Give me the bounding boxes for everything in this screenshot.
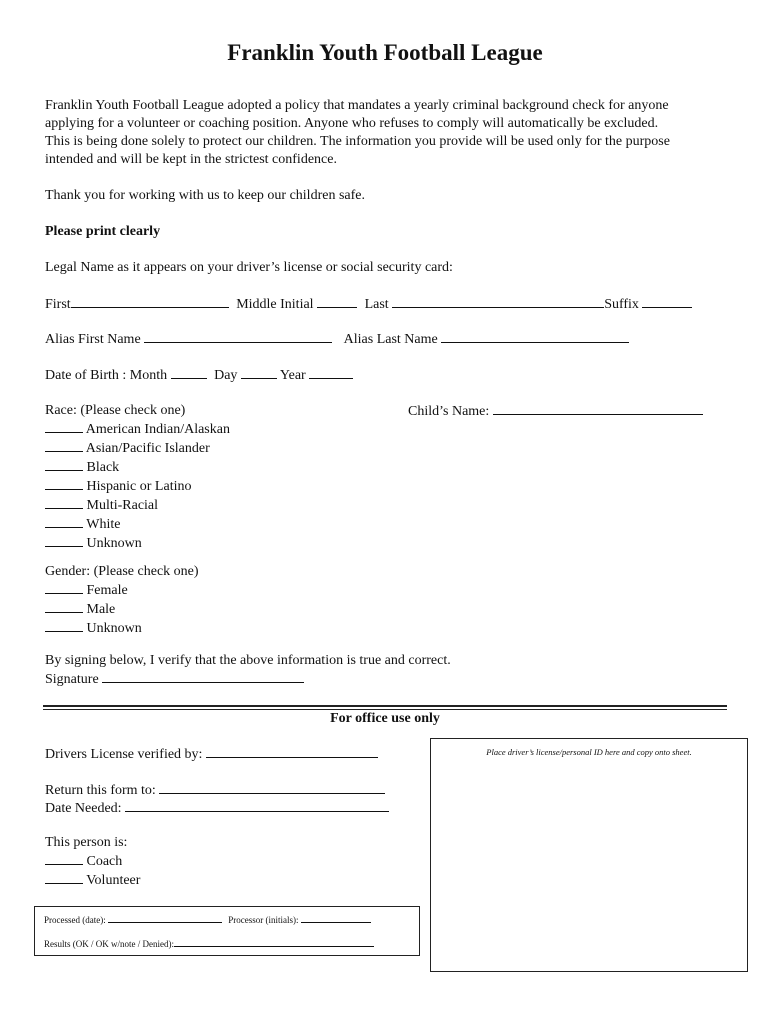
print-clearly-heading: Please print clearly	[45, 224, 161, 239]
processing-row	[44, 914, 371, 925]
dob-month-field[interactable]	[171, 366, 207, 379]
race-check-blank[interactable]	[45, 477, 83, 490]
processor-label: Processor (initials):	[228, 915, 299, 925]
license-verified-row	[45, 745, 378, 764]
intro-line: intended and will be kept in the strictest confidence.	[45, 152, 337, 167]
race-option-label: Hispanic or Latino	[86, 479, 192, 494]
return-to-row	[45, 781, 385, 800]
race-check-blank[interactable]	[45, 496, 83, 509]
name-row	[45, 295, 692, 314]
race-label: Race: (Please check one)	[45, 403, 186, 418]
signature-row	[45, 670, 304, 689]
race-option-label: White	[86, 517, 121, 532]
dob-row	[45, 366, 353, 385]
alias-row	[45, 330, 629, 349]
office-use-heading: For office use only	[330, 711, 440, 726]
race-option	[45, 534, 230, 553]
race-option-label: American Indian/Alaskan	[85, 422, 230, 437]
results-label: Results (OK / OK w/note / Denied):	[44, 939, 174, 949]
license-verified-field[interactable]	[206, 745, 378, 758]
role-option	[45, 852, 140, 871]
race-option	[45, 420, 230, 439]
child-name-field[interactable]	[493, 402, 703, 415]
person-is-label: This person is:	[45, 835, 128, 850]
gender-label: Gender: (Please check one)	[45, 564, 199, 579]
date-needed-label: Date Needed:	[45, 801, 122, 816]
gender-check-blank[interactable]	[45, 581, 83, 594]
race-check-blank[interactable]	[45, 458, 83, 471]
return-to-label: Return this form to:	[45, 783, 156, 798]
legal-name-prompt: Legal Name as it appears on your driver’s license or social security card:	[45, 260, 453, 275]
race-option	[45, 515, 230, 534]
processor-field[interactable]	[301, 914, 371, 923]
gender-option	[45, 619, 199, 638]
suffix-field[interactable]	[642, 295, 692, 308]
last-name-label: Last	[364, 297, 389, 312]
race-option-label: Multi-Racial	[86, 498, 159, 513]
processed-date-field[interactable]	[108, 914, 222, 923]
office-divider-thick	[43, 705, 727, 707]
gender-section	[45, 563, 199, 638]
role-option	[45, 871, 140, 890]
verify-text: By signing below, I verify that the above information is true and correct.	[45, 653, 451, 668]
race-option-label: Asian/Pacific Islander	[85, 441, 210, 456]
intro-paragraph	[45, 97, 735, 169]
id-copy-box	[430, 738, 748, 972]
role-option-label: Volunteer	[86, 873, 141, 888]
role-check-blank[interactable]	[45, 871, 83, 884]
race-section	[45, 402, 230, 553]
race-check-blank[interactable]	[45, 439, 83, 452]
dob-month-label: Date of Birth : Month	[45, 368, 168, 383]
person-is-section	[45, 834, 140, 890]
processed-date-label: Processed (date):	[44, 915, 106, 925]
dob-year-field[interactable]	[309, 366, 353, 379]
first-name-label: First	[45, 297, 71, 312]
role-option-label: Coach	[86, 854, 123, 869]
alias-last-label: Alias Last Name	[343, 332, 438, 347]
first-name-field[interactable]	[71, 295, 229, 308]
race-check-blank[interactable]	[45, 420, 83, 433]
middle-initial-label: Middle Initial	[236, 297, 314, 312]
thanks-text: Thank you for working with us to keep our children safe.	[45, 188, 365, 203]
suffix-label: Suffix	[604, 297, 639, 312]
race-check-blank[interactable]	[45, 515, 83, 528]
last-name-field[interactable]	[392, 295, 604, 308]
results-row	[44, 938, 374, 949]
race-option	[45, 496, 230, 515]
gender-option-label: Unknown	[86, 621, 142, 636]
gender-option	[45, 600, 199, 619]
license-verified-label: Drivers License verified by:	[45, 747, 203, 762]
child-name-label: Child’s Name:	[408, 404, 490, 419]
gender-option	[45, 581, 199, 600]
signature-label: Signature	[45, 672, 99, 687]
alias-first-field[interactable]	[144, 330, 332, 343]
dob-day-field[interactable]	[241, 366, 277, 379]
gender-check-blank[interactable]	[45, 600, 83, 613]
intro-line: applying for a volunteer or coaching position. Anyone who refuses to comply will automatically be excluded.	[45, 116, 659, 131]
dob-year-label: Year	[279, 368, 306, 383]
intro-line: This is being done solely to protect our children. The information you provide will be used only for the purpose	[45, 134, 670, 149]
child-name-row	[408, 402, 703, 421]
race-option-label: Unknown	[86, 536, 142, 551]
gender-option-label: Female	[86, 583, 128, 598]
race-option	[45, 439, 230, 458]
race-check-blank[interactable]	[45, 534, 83, 547]
intro-line: Franklin Youth Football League adopted a policy that mandates a yearly criminal background check for anyone	[45, 98, 669, 113]
page-title: Franklin Youth Football League	[227, 40, 543, 65]
alias-first-label: Alias First Name	[45, 332, 141, 347]
id-copy-instructions: Place driver’s license/personal ID here and copy onto sheet.	[486, 747, 692, 757]
alias-last-field[interactable]	[441, 330, 629, 343]
processing-box	[34, 906, 420, 956]
race-option	[45, 458, 230, 477]
role-check-blank[interactable]	[45, 852, 83, 865]
return-to-field[interactable]	[159, 781, 385, 794]
race-option-label: Black	[86, 460, 120, 475]
race-option	[45, 477, 230, 496]
gender-option-label: Male	[86, 602, 116, 617]
date-needed-field[interactable]	[125, 799, 389, 812]
signature-field[interactable]	[102, 670, 304, 683]
results-field[interactable]	[174, 938, 374, 947]
dob-day-label: Day	[214, 368, 238, 383]
gender-check-blank[interactable]	[45, 619, 83, 632]
date-needed-row	[45, 799, 389, 818]
middle-initial-field[interactable]	[317, 295, 357, 308]
